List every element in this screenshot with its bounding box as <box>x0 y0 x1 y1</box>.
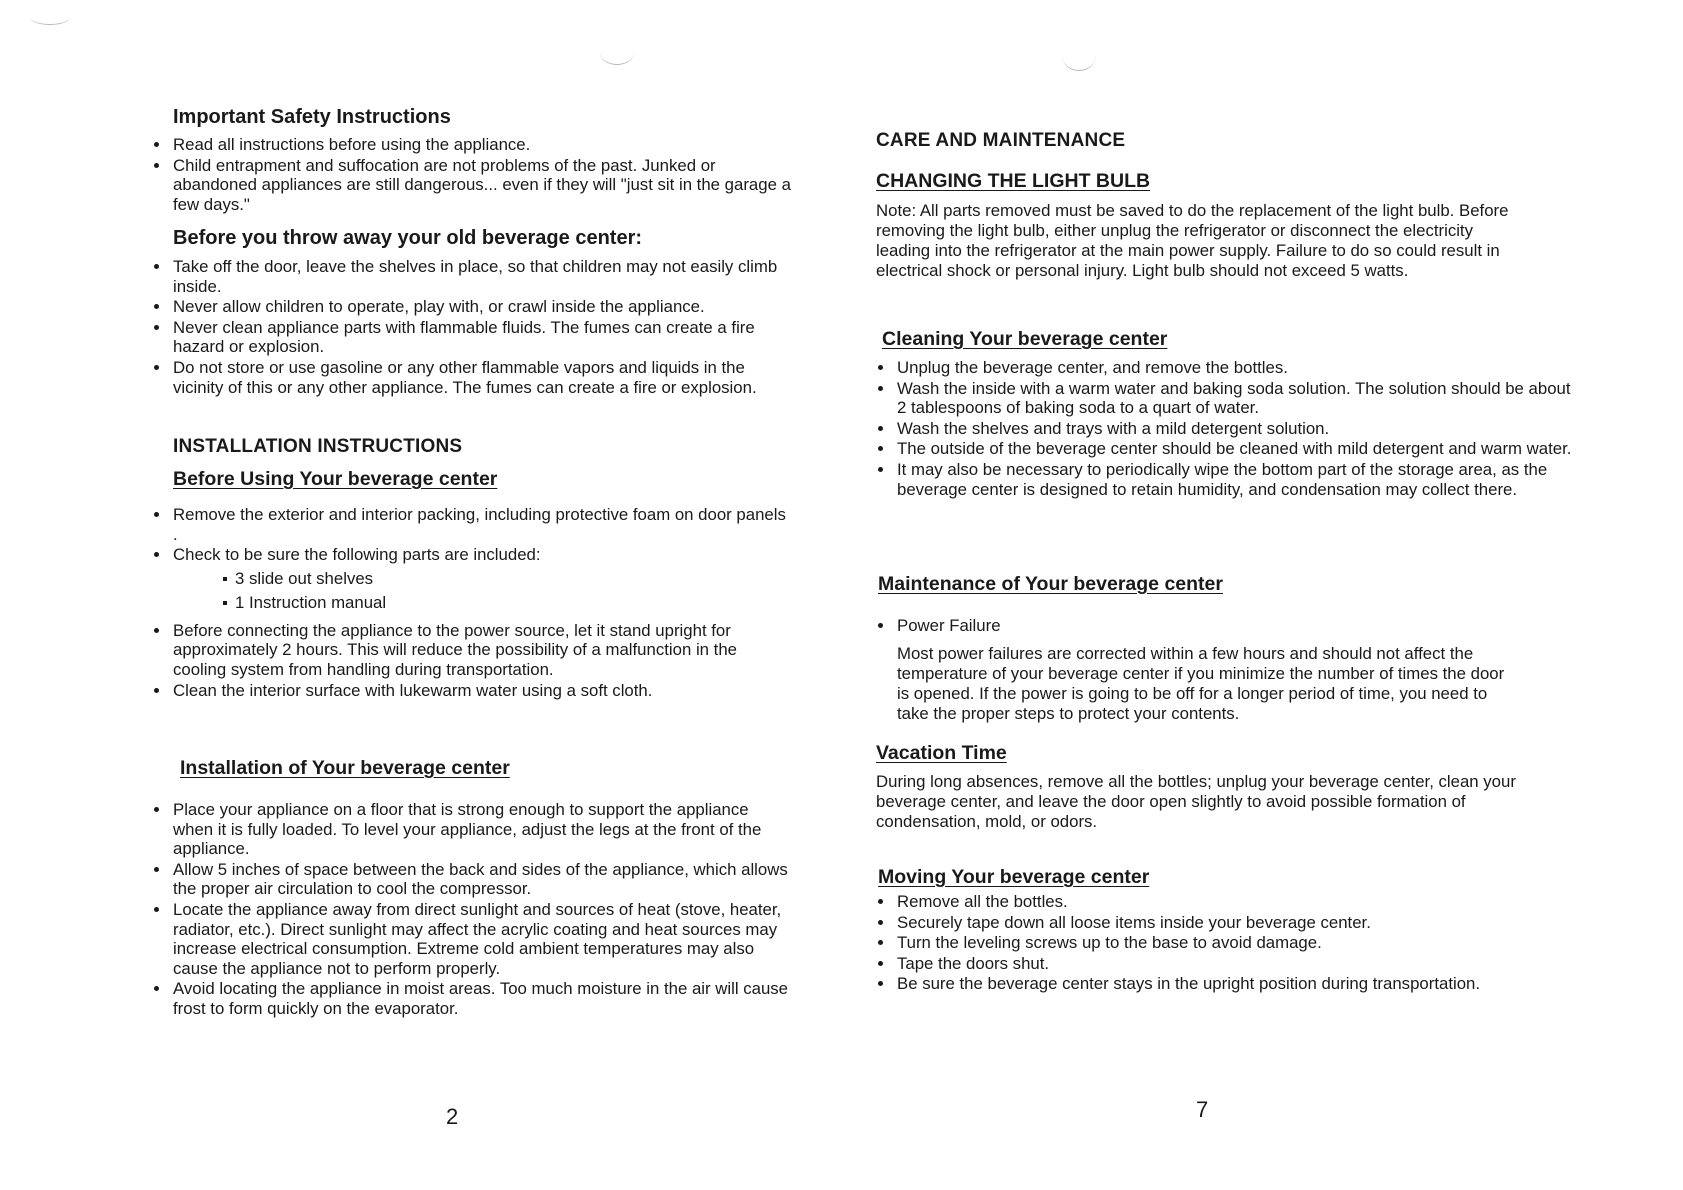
throw-away-section <box>152 227 792 398</box>
list-item: The outside of the beverage center should be cleaned with mild detergent and warm water. <box>876 439 1576 459</box>
scan-artifact-mark <box>30 10 70 25</box>
installation-instructions-section <box>152 436 792 701</box>
list-item: It may also be necessary to periodically wipe the bottom part of the storage area, as the beverage center is designed to retain humidity, and condensation may collect there. <box>876 460 1576 499</box>
installation-title: Installation of Your beverage center <box>180 757 510 779</box>
list-item: Never clean appliance parts with flammable fluids. The fumes can create a fire hazard or explosion. <box>152 318 792 357</box>
safety-title: Important Safety Instructions <box>173 106 451 128</box>
list-item: Securely tape down all loose items inside your beverage center. <box>876 913 1576 933</box>
list-item: Be sure the beverage center stays in the upright position during transportation. <box>876 974 1576 994</box>
vacation-section <box>876 742 1576 832</box>
before-using-list-continued <box>152 621 792 700</box>
care-maintenance-title: CARE AND MAINTENANCE <box>876 130 1126 151</box>
list-item: Read all instructions before using the appliance. <box>152 135 792 155</box>
list-item: Unplug the beverage center, and remove the bottles. <box>876 358 1576 378</box>
list-item: Allow 5 inches of space between the back and sides of the appliance, which allows the proper air circulation to cool the compressor. <box>152 860 792 899</box>
light-bulb-text: Note: All parts removed must be saved to do the replacement of the light bulb. Before removing the light bulb, either unplug the refrigerator or disconnect the electricity leading into the refrigerator at the main power supply. Failure to do so could result in electrical shock or personal injury. Light bulb should not exceed 5 watts. <box>876 201 1509 280</box>
list-item: Clean the interior surface with lukewarm water using a soft cloth. <box>152 681 792 701</box>
scan-artifact-mark <box>600 40 634 65</box>
list-item: 1 Instruction manual <box>221 591 792 615</box>
scan-artifact-mark <box>1062 40 1096 71</box>
list-item: Take off the door, leave the shelves in place, so that children may not easily climb inside. <box>152 257 792 296</box>
moving-section <box>876 866 1576 995</box>
list-item: Tape the doors shut. <box>876 954 1576 974</box>
safety-list <box>152 135 792 214</box>
safety-section <box>152 106 792 215</box>
installation-instructions-title: INSTALLATION INSTRUCTIONS <box>173 436 463 457</box>
page-number-left: 2 <box>446 1104 459 1129</box>
throw-away-title: Before you throw away your old beverage center: <box>173 227 643 249</box>
moving-list <box>876 892 1576 994</box>
maintenance-title: Maintenance of Your beverage center <box>878 573 1223 595</box>
before-using-title: Before Using Your beverage center <box>173 468 498 490</box>
maintenance-section <box>876 573 1576 724</box>
list-item: Turn the leveling screws up to the base to avoid damage. <box>876 933 1576 953</box>
list-item: 3 slide out shelves <box>221 567 792 591</box>
vacation-text: During long absences, remove all the bottles; unplug your beverage center, clean your beverage center, and leave the door open slightly to avoid possible formation of condensation, mold, or odors. <box>876 772 1516 831</box>
parts-list <box>152 567 792 615</box>
list-item: Power Failure <box>876 616 1576 636</box>
power-failure-text: Most power failures are corrected within a few hours and should not affect the temperature of your beverage center if you minimize the number of times the door is opened. If the power is going to be off for a longer period of time, you need to take the proper steps to protect your contents. <box>897 643 1505 723</box>
list-item: Wash the shelves and trays with a mild detergent solution. <box>876 419 1576 439</box>
cleaning-list <box>876 358 1576 499</box>
list-item: Before connecting the appliance to the power source, let it stand upright for approximately 2 hours. This will reduce the possibility of a malfunction in the cooling system from handling during transportation. <box>152 621 792 680</box>
list-item: Remove all the bottles. <box>876 892 1576 912</box>
list-item: Remove the exterior and interior packing, including protective foam on door panels . <box>152 505 792 544</box>
list-item: Do not store or use gasoline or any other flammable vapors and liquids in the vicinity of this or any other appliance. The fumes can create a fire or explosion. <box>152 358 792 397</box>
list-item: Never allow children to operate, play with, or crawl inside the appliance. <box>152 297 792 317</box>
care-section <box>876 130 1576 281</box>
list-item: Avoid locating the appliance in moist areas. Too much moisture in the air will cause frost to form quickly on the evaporator. <box>152 979 792 1018</box>
list-item: Wash the inside with a warm water and baking soda solution. The solution should be about 2 tablespoons of baking soda to a quart of water. <box>876 379 1576 418</box>
cleaning-section <box>876 328 1576 500</box>
light-bulb-title: CHANGING THE LIGHT BULB <box>876 170 1151 192</box>
list-item: Locate the appliance away from direct sunlight and sources of heat (stove, heater, radiator, etc.). Direct sunlight may affect the acrylic coating and heat sources may increase electrical consumption. Extreme cold ambient temperatures may also cause the appliance not to perform properly. <box>152 900 792 978</box>
installation-section <box>152 757 792 1020</box>
cleaning-title: Cleaning Your beverage center <box>882 328 1168 350</box>
page-number-right: 7 <box>1196 1097 1209 1122</box>
list-item: Check to be sure the following parts are included: <box>152 545 792 565</box>
before-using-list <box>152 505 792 565</box>
vacation-title: Vacation Time <box>876 742 1007 764</box>
list-item: Child entrapment and suffocation are not problems of the past. Junked or abandoned appliances are still dangerous... even if they will "just sit in the garage a few days." <box>152 156 792 215</box>
moving-title: Moving Your beverage center <box>878 866 1150 888</box>
throw-away-list <box>152 257 792 397</box>
maintenance-list <box>876 616 1576 636</box>
installation-list <box>152 800 792 1019</box>
list-item: Place your appliance on a floor that is strong enough to support the appliance when it is fully loaded. To level your appliance, adjust the legs at the front of the appliance. <box>152 800 792 859</box>
